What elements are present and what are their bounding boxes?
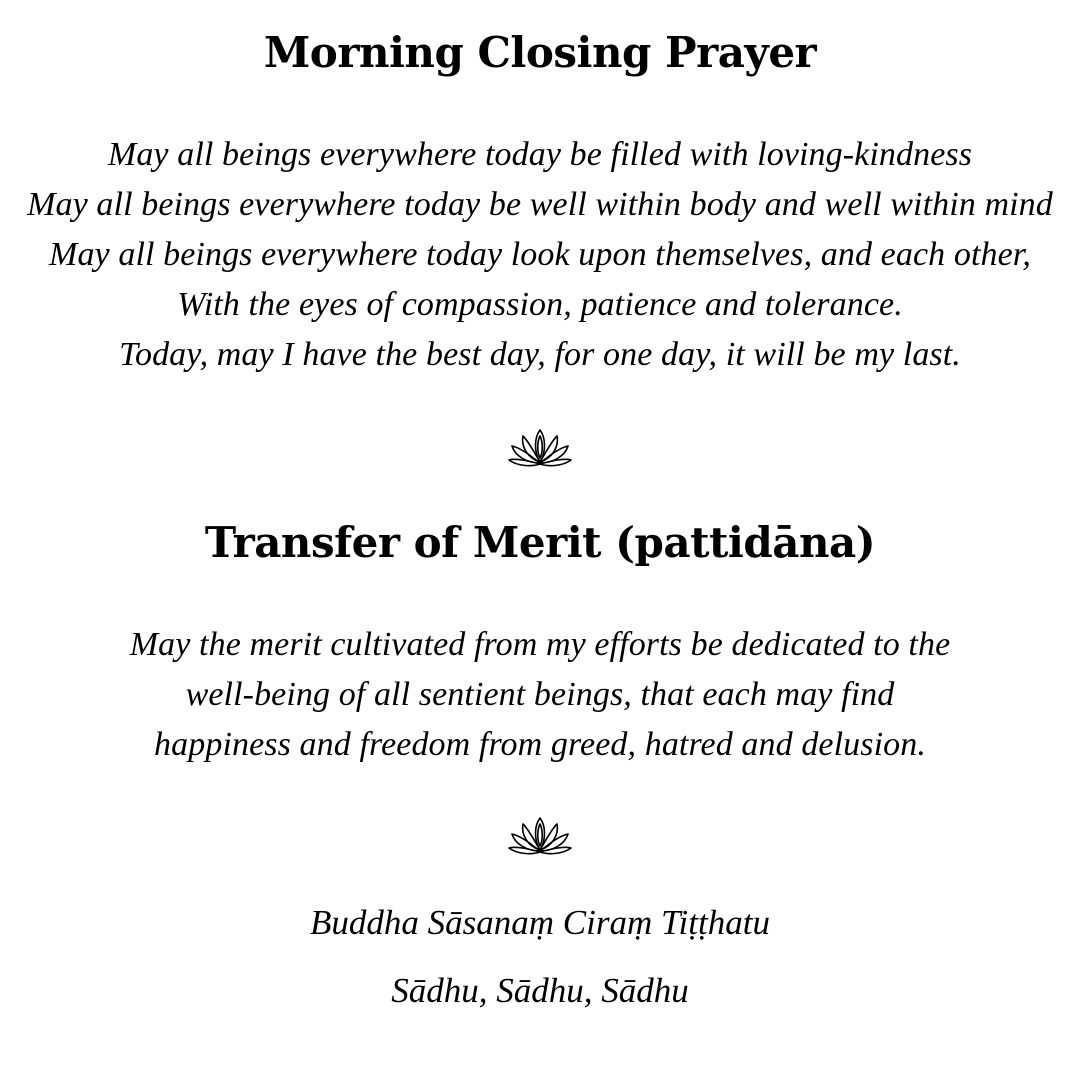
merit-line: well-being of all sentient beings, that each may find [185, 676, 895, 713]
prayer-line: May all beings everywhere today look upon themselves, and each other, [49, 236, 1031, 273]
transfer-of-merit-verse [0, 620, 1080, 770]
lotus-icon [507, 426, 573, 468]
closing-blessing: Buddha Sāsanaṃ Ciraṃ Tiṭṭhatu [310, 903, 770, 942]
prayer-line: Today, may I have the best day, for one day, it will be my last. [119, 336, 961, 373]
closing-sadhu: Sādhu, Sādhu, Sādhu [391, 971, 689, 1010]
morning-prayer-title: Morning Closing Prayer [263, 28, 817, 77]
merit-line: May the merit cultivated from my efforts be dedicated to the [129, 626, 951, 663]
merit-line: happiness and freedom from greed, hatred and delusion. [154, 726, 926, 763]
transfer-of-merit-title: Transfer of Merit (pattidāna) [204, 518, 876, 567]
prayer-line: May all beings everywhere today be filled with loving-kindness [107, 136, 973, 173]
morning-prayer-verse [0, 130, 1080, 380]
prayer-line: With the eyes of compassion, patience and tolerance. [177, 286, 903, 323]
lotus-icon [507, 814, 573, 856]
prayer-line: May all beings everywhere today be well within body and well within mind [27, 186, 1053, 223]
